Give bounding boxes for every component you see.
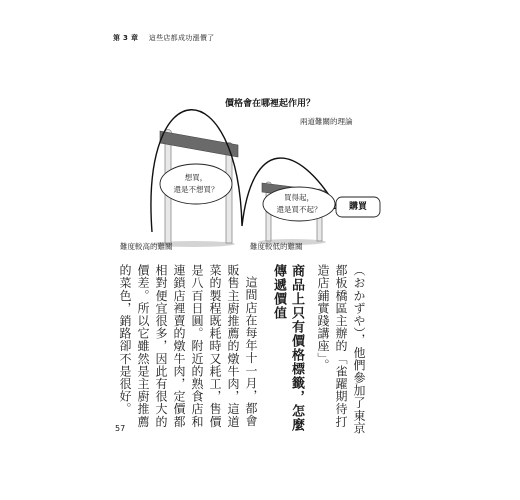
label-low-hurdle: 難度較低的難關 [250, 242, 303, 251]
body-text [116, 264, 368, 439]
diagram-title: 價格會在哪裡起作用？ [224, 99, 315, 109]
bubble-high-text: 想買， 還是不想買？ [173, 173, 219, 194]
chapter-title: 這些店都成功漲價了 [148, 34, 215, 42]
chapter-number: 第 3 章 [113, 34, 139, 42]
diagram-subtitle: 兩道難關的理論 [300, 117, 353, 126]
label-high-hurdle: 難度較高的難關 [120, 242, 173, 251]
paragraph: 這間店在每年十一月，都會販售主廚推薦的燉牛肉，這道菜的製程既耗時又耗工，售價是八百日圓。附近的熟食店和連鎖店裡賣的燉牛肉，定價都相對便宜很多，因此有很大的價差。所以它雖然是主廚推薦的菜色，銷路卻不是很好。 [118, 264, 258, 428]
buy-label: 購買 [348, 202, 367, 212]
section-heading: 商品上只有價格標籤，怎麼傳遞價值 [271, 264, 304, 432]
bubble-low-text: 買得起， 還是買不起？ [276, 193, 322, 214]
paragraph: （おかずや），他們參加了東京都板橋區主辦的「雀躍期待打造店鋪實踐講座」。 [316, 264, 366, 435]
page-number: 57 [115, 424, 126, 433]
